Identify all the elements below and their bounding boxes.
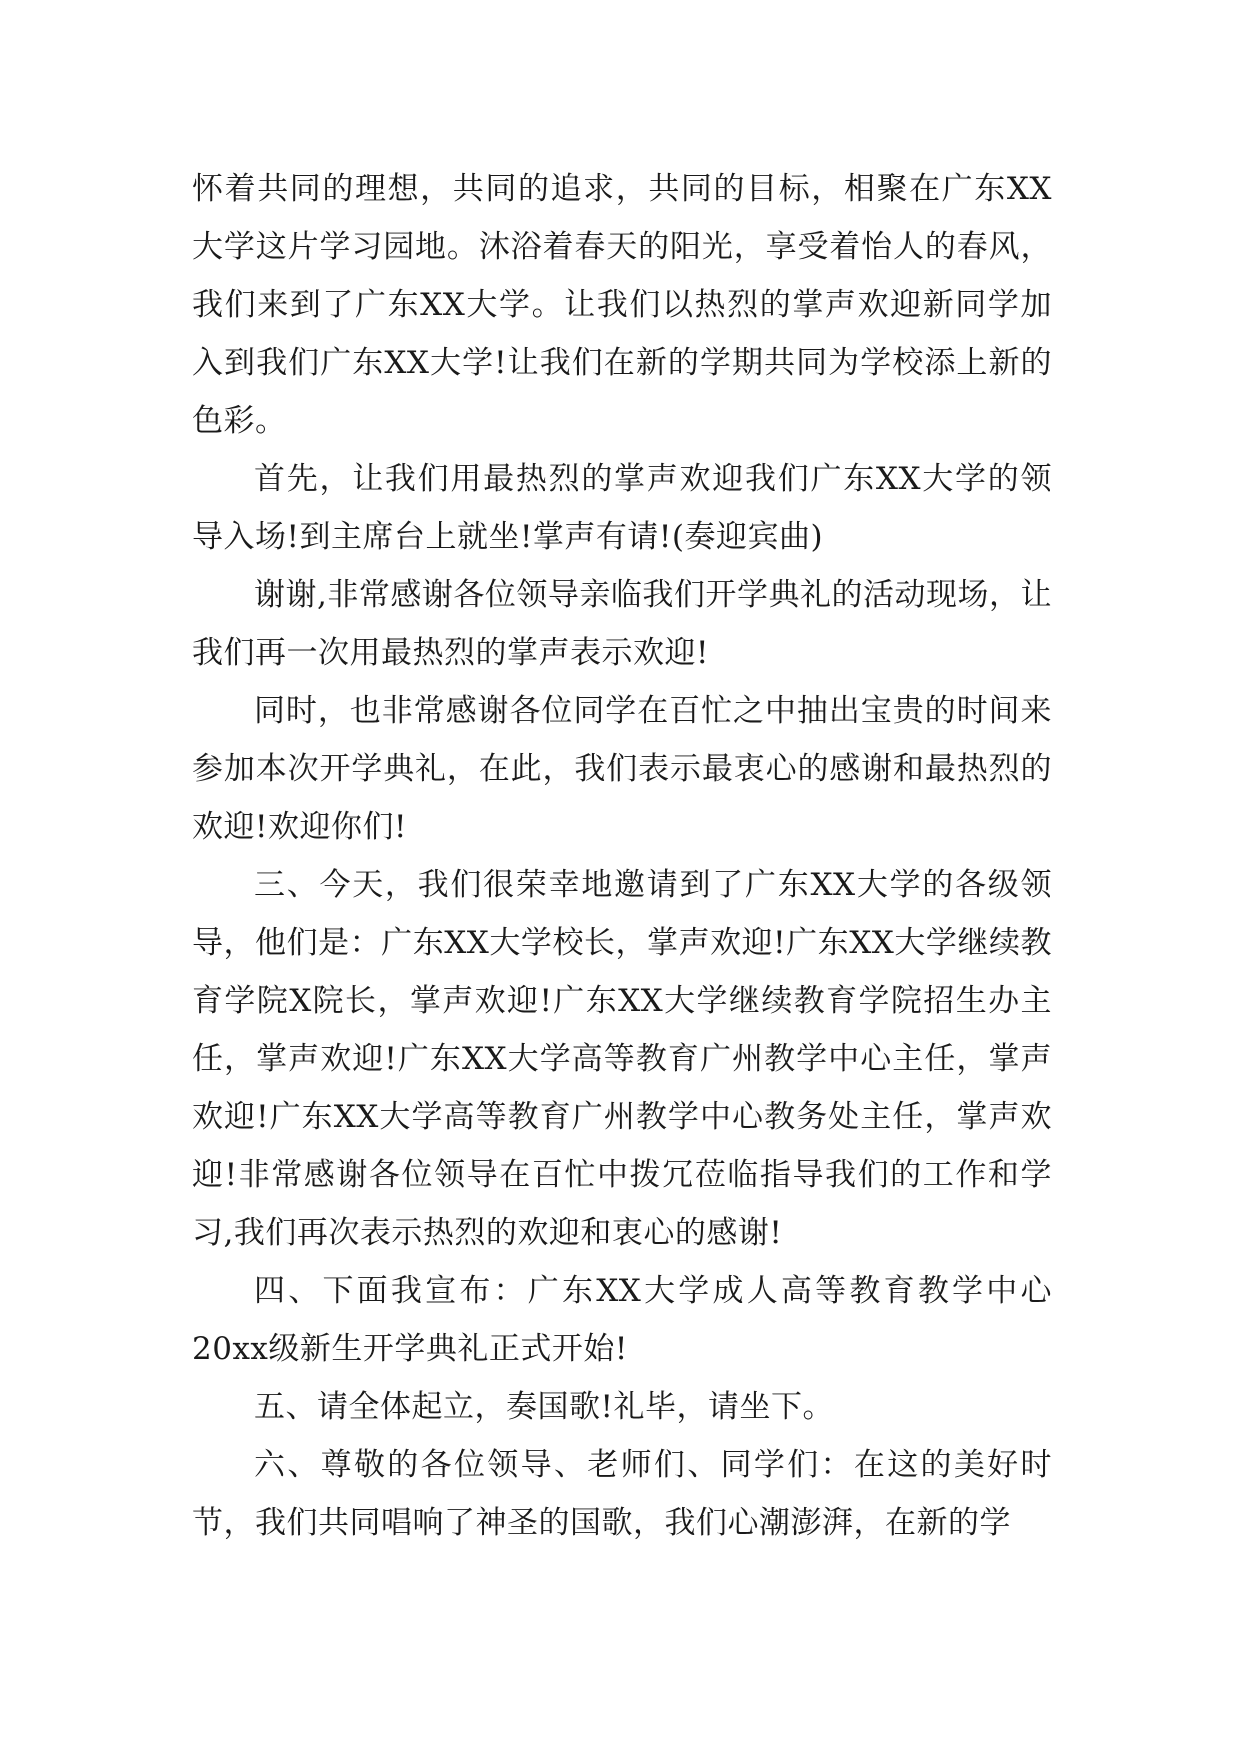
paragraph-opening: 怀着共同的理想，共同的追求，共同的目标，相聚在广东XX大学这片学习园地。沐浴着春天的阳光，享受着怡人的春风，我们来到了广东XX大学。让我们以热烈的掌声欢迎新同学加入到我们广东XX大学!让我们在新的学期共同为学校添上新的色彩。 (192, 171, 1052, 439)
paragraph-thanks-leaders: 谢谢,非常感谢各位领导亲临我们开学典礼的活动现场，让我们再一次用最热烈的掌声表示欢迎! (192, 577, 1052, 671)
paragraph-national-anthem: 五、请全体起立，奏国歌!礼毕，请坐下。 (254, 1389, 834, 1425)
paragraph-announce-start: 四、下面我宣布：广东XX大学成人高等教育教学中心20xx级新生开学典礼正式开始! (192, 1273, 1052, 1367)
paragraph-thanks-students: 同时，也非常感谢各位同学在百忙之中抽出宝贵的时间来参加本次开学典礼，在此，我们表示最衷心的感谢和最热烈的欢迎!欢迎你们! (192, 693, 1052, 845)
paragraph-address: 六、尊敬的各位领导、老师们、同学们：在这的美好时节，我们共同唱响了神圣的国歌，我们心潮澎湃，在新的学 (192, 1447, 1052, 1541)
paragraph-welcome-leaders: 首先，让我们用最热烈的掌声欢迎我们广东XX大学的领导入场!到主席台上就坐!掌声有请!(奏迎宾曲) (192, 461, 1052, 555)
document-body (192, 160, 1052, 1552)
paragraph-introduce-leaders: 三、今天，我们很荣幸地邀请到了广东XX大学的各级领导，他们是：广东XX大学校长，掌声欢迎!广东XX大学继续教育学院X院长，掌声欢迎!广东XX大学继续教育学院招生办主任，掌声欢迎!广东XX大学高等教育广州教学中心主任，掌声欢迎!广东XX大学高等教育广州教学中心教务处主任，掌声欢迎!非常感谢各位领导在百忙中拨冗莅临指导我们的工作和学习,我们再次表示热烈的欢迎和衷心的感谢! (192, 867, 1052, 1251)
